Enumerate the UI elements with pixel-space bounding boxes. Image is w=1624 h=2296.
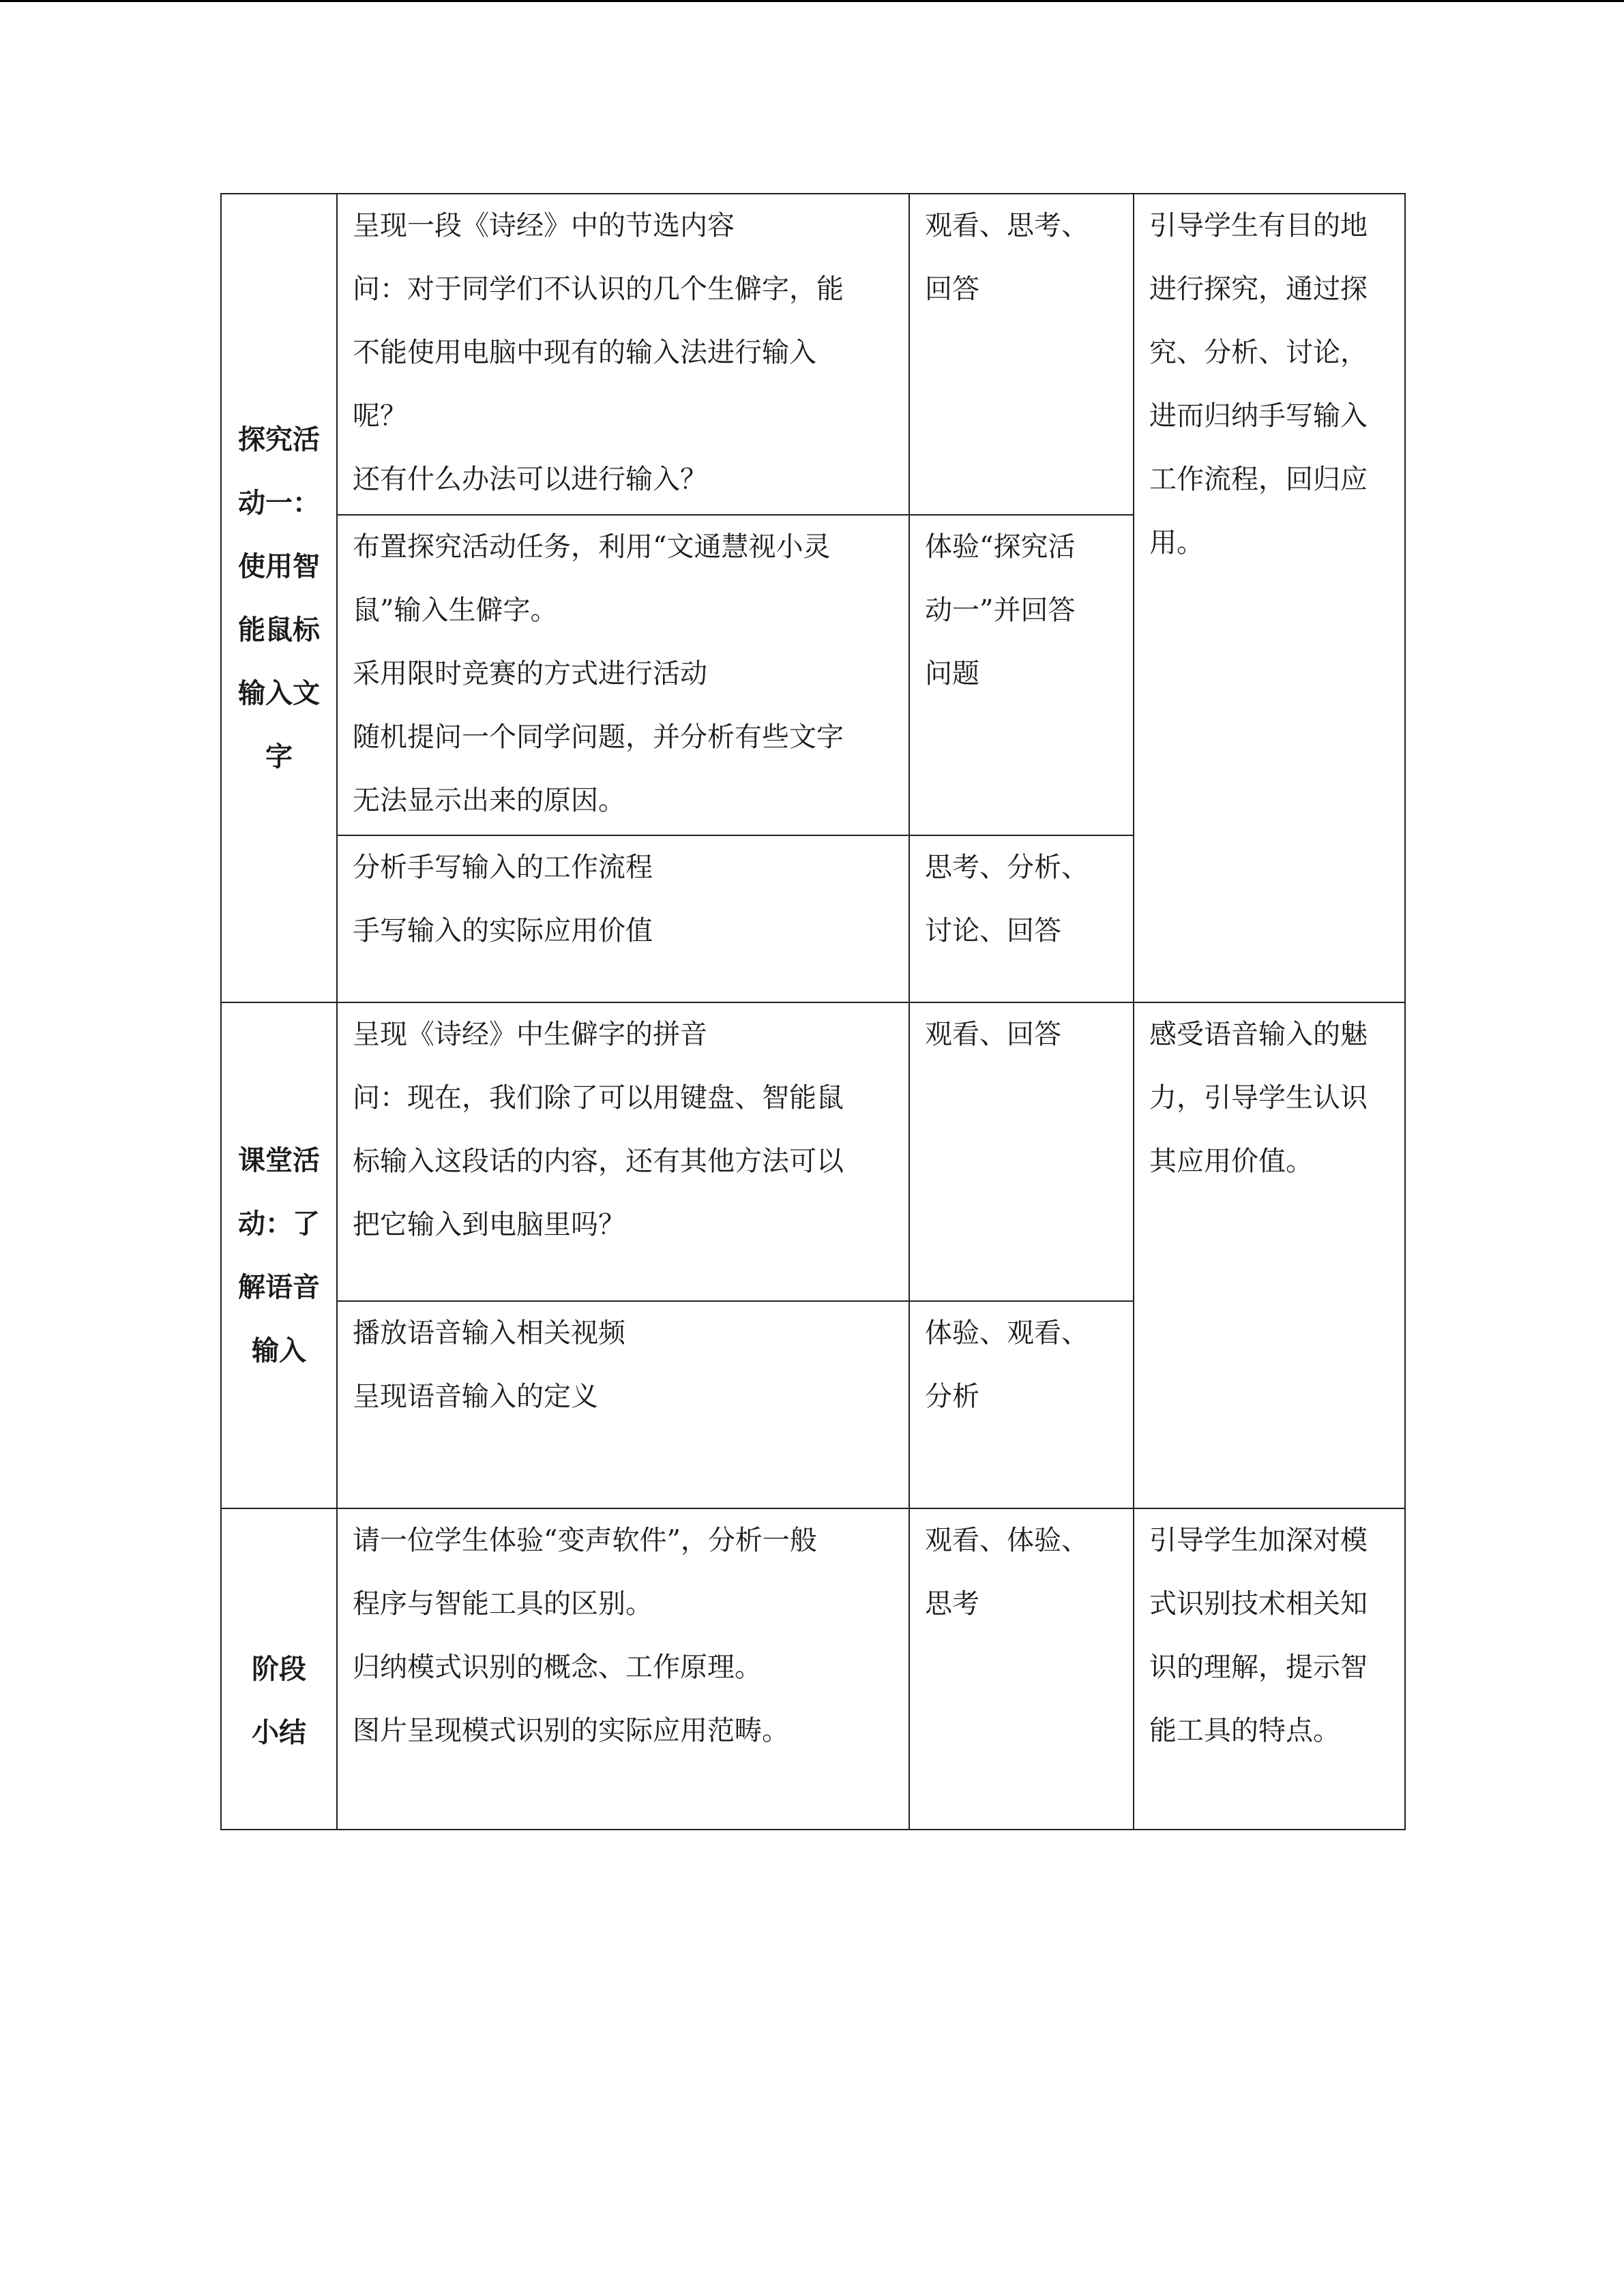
student-text-line: 观看、思考、: [925, 210, 1089, 241]
stage-text-line: 动：了: [238, 1208, 320, 1240]
stage-text-line: 探究活: [238, 423, 320, 456]
purpose-text-line: 引导学生有目的地: [1149, 210, 1368, 241]
teacher-text-line: 布置探究活动任务，利用“文通慧视小灵: [353, 531, 831, 563]
teacher-text-line: 问：对于同学们不认识的几个生僻字，能: [353, 273, 844, 305]
stage-text-line: 字: [265, 741, 293, 773]
purpose-text-line: 式识别技术相关知: [1149, 1588, 1368, 1620]
student-text-line: 观看、回答: [925, 1019, 1061, 1050]
purpose-text-line: 用。: [1149, 527, 1204, 558]
design-purpose-cell: [1134, 194, 1405, 1002]
student-text-line: 体验“探究活: [925, 531, 1076, 563]
teacher-text-line: 呈现语音输入的定义: [353, 1381, 598, 1412]
stage-text-line: 输入: [252, 1335, 306, 1367]
purpose-text-line: 力，引导学生认识: [1149, 1082, 1368, 1114]
teacher-text-line: 程序与智能工具的区别。: [353, 1588, 653, 1620]
teacher-text-line: 呈现一段《诗经》中的节选内容: [353, 210, 735, 241]
lesson-plan-table: [220, 193, 1406, 1830]
student-text-line: 讨论、回答: [925, 915, 1061, 946]
stage-text-line: 使用智: [238, 550, 320, 582]
student-activity-cell: [909, 1301, 1134, 1508]
teacher-text-line: 归纳模式识别的概念、工作原理。: [353, 1652, 762, 1683]
stage-text-line: 能鼠标: [238, 614, 320, 646]
purpose-text-line: 进行探究，通过探: [1149, 273, 1368, 305]
teacher-text-line: 采用限时竞赛的方式进行活动: [353, 658, 707, 689]
teacher-text-line: 鼠”输入生僻字。: [353, 595, 558, 626]
teacher-text-line: 图片呈现模式识别的实际应用范畴。: [353, 1715, 789, 1746]
student-activity-cell: [909, 1002, 1134, 1301]
student-text-line: 体验、观看、: [925, 1317, 1089, 1349]
table-row: [221, 1002, 1405, 1301]
purpose-text-line: 工作流程，回归应: [1149, 464, 1368, 495]
stage-text-line: 解语音: [238, 1271, 320, 1303]
purpose-text-line: 其应用价值。: [1149, 1146, 1313, 1177]
table-row: [221, 194, 1405, 515]
teacher-activity-cell: [337, 835, 909, 1002]
student-text-line: 回答: [925, 273, 979, 305]
student-text-line: 分析: [925, 1381, 979, 1412]
teacher-text-line: 标输入这段话的内容，还有其他方法可以: [353, 1146, 844, 1177]
teacher-activity-cell: [337, 194, 909, 515]
teacher-text-line: 呢？: [353, 400, 407, 432]
stage-cell-summary: [221, 1508, 337, 1830]
teacher-text-line: 播放语音输入相关视频: [353, 1317, 625, 1349]
teacher-text-line: 请一位学生体验“变声软件”，分析一般: [353, 1525, 817, 1556]
page-top-border: [0, 0, 1624, 2]
design-purpose-cell: [1134, 1002, 1405, 1508]
teacher-activity-cell: [337, 1002, 909, 1301]
student-text-line: 动一”并回答: [925, 595, 1076, 626]
teacher-text-line: 随机提问一个同学问题，并分析有些文字: [353, 721, 844, 753]
student-text-line: 问题: [925, 658, 979, 689]
design-purpose-cell: [1134, 1508, 1405, 1830]
student-text-line: 观看、体验、: [925, 1525, 1089, 1556]
stage-text-line: 动一：: [238, 487, 320, 519]
teacher-text-line: 无法显示出来的原因。: [353, 785, 625, 816]
teacher-text-line: 分析手写输入的工作流程: [353, 852, 653, 883]
purpose-text-line: 能工具的特点。: [1149, 1715, 1340, 1746]
stage-text-line: 阶段: [252, 1653, 306, 1685]
purpose-text-line: 进而归纳手写输入: [1149, 400, 1368, 432]
teacher-activity-cell: [337, 1301, 909, 1508]
student-text-line: 思考: [925, 1588, 979, 1620]
stage-text-line: 课堂活: [238, 1144, 320, 1176]
student-text-line: 思考、分析、: [925, 852, 1089, 883]
teacher-text-line: 呈现《诗经》中生僻字的拼音: [353, 1019, 707, 1050]
teacher-text-line: 不能使用电脑中现有的输入法进行输入: [353, 337, 816, 368]
purpose-text-line: 识的理解，提示智: [1149, 1652, 1368, 1683]
student-activity-cell: [909, 1508, 1134, 1830]
student-activity-cell: [909, 194, 1134, 515]
teacher-text-line: 还有什么办法可以进行输入？: [353, 464, 707, 495]
stage-cell-explore-activity: [221, 194, 337, 1002]
stage-cell-voice-input: [221, 1002, 337, 1508]
teacher-text-line: 手写输入的实际应用价值: [353, 915, 653, 946]
teacher-activity-cell: [337, 515, 909, 835]
purpose-text-line: 究、分析、讨论，: [1149, 337, 1368, 368]
purpose-text-line: 感受语音输入的魅: [1149, 1019, 1368, 1050]
table-row: [221, 1508, 1405, 1830]
teacher-text-line: 问：现在，我们除了可以用键盘、智能鼠: [353, 1082, 844, 1114]
stage-text-line: 输入文: [238, 677, 320, 709]
teacher-activity-cell: [337, 1508, 909, 1830]
stage-text-line: 小结: [252, 1716, 306, 1748]
student-activity-cell: [909, 835, 1134, 1002]
teacher-text-line: 把它输入到电脑里吗？: [353, 1209, 625, 1240]
student-activity-cell: [909, 515, 1134, 835]
purpose-text-line: 引导学生加深对模: [1149, 1525, 1368, 1556]
